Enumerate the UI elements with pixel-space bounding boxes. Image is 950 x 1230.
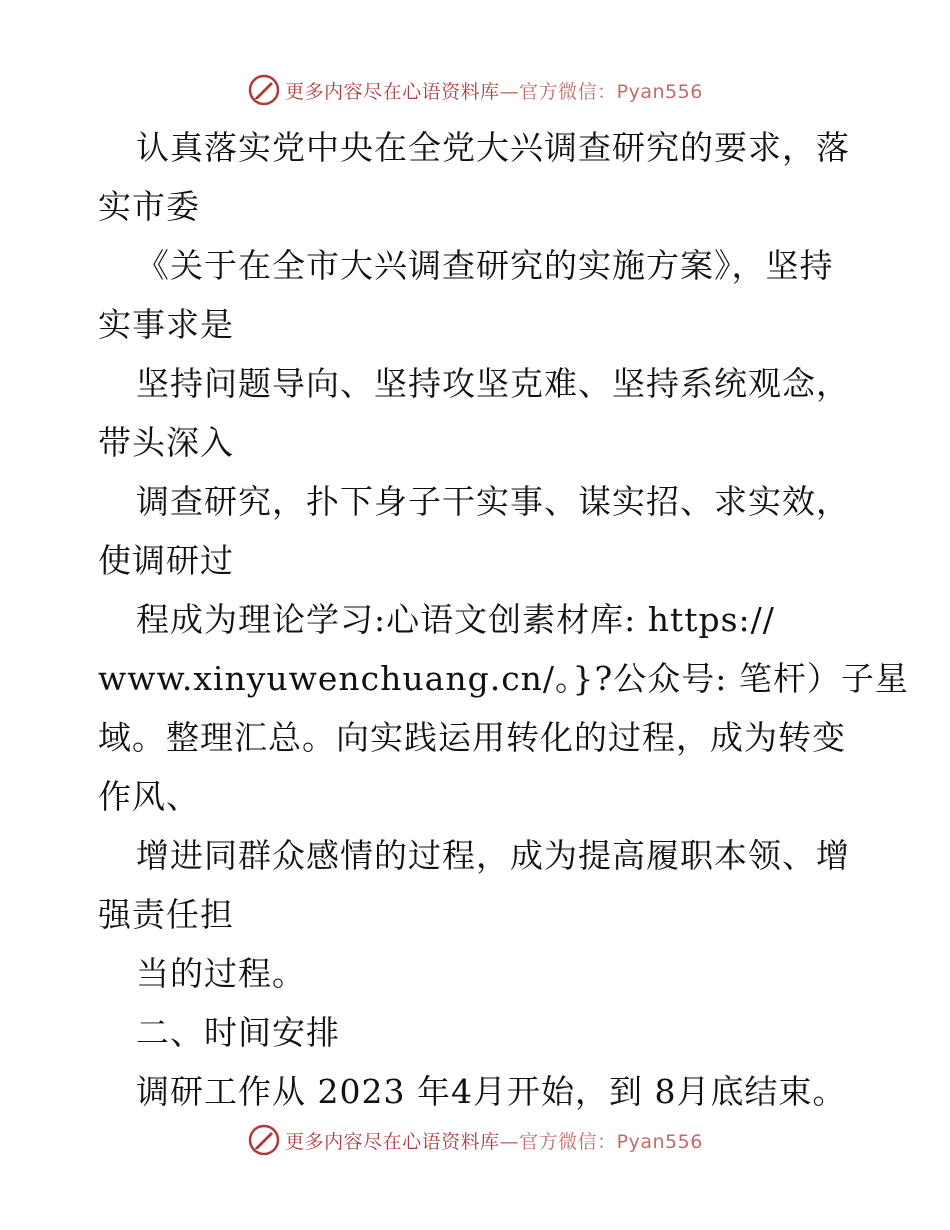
header-watermark-banner <box>0 70 950 110</box>
paragraph-line: 实事求是 <box>98 305 234 344</box>
paragraph-line: 程成为理论学习:心语文创素材库: https:// <box>136 600 775 639</box>
footer-watermark-banner <box>0 1120 950 1160</box>
paragraph-line: 认真落实党中央在全党大兴调查研究的要求，落 <box>136 128 850 167</box>
paragraph-line: 域。整理汇总。向实践运用转化的过程，成为转变 <box>98 718 846 757</box>
quill-seal-icon <box>247 73 281 107</box>
paragraph-line: 强责任担 <box>98 895 234 934</box>
paragraph-line: 增进同群众感情的过程，成为提高履职本领、增 <box>136 836 850 875</box>
paragraph-line: 调研工作从 2023 年4月开始，到 8月底结束。 <box>136 1072 847 1111</box>
paragraph-line: 坚持问题导向、坚持攻坚克难、坚持系统观念， <box>136 364 850 403</box>
paragraph-line: 当的过程。 <box>136 954 306 993</box>
paragraph-line: 使调研过 <box>98 541 234 580</box>
paragraph-line: 调查研究，扑下身子干实事、谋实招、求实效， <box>136 482 850 521</box>
paragraph-line: 《关于在全市大兴调查研究的实施方案》，坚持 <box>136 246 834 285</box>
section-heading: 二、时间安排 <box>136 1013 340 1052</box>
paragraph-line: 作风、 <box>98 777 200 816</box>
paragraph-line: 带头深入 <box>98 423 234 462</box>
quill-seal-icon <box>247 1123 281 1157</box>
paragraph-line: www.xinyuwenchuang.cn/。}?公众号: 笔杆）子星 <box>98 659 909 698</box>
banner-text: 更多内容尽在心语资料库—官方微信：Pyan556 <box>285 1130 703 1153</box>
paragraph-line: 实市委 <box>98 187 200 226</box>
document-body <box>98 118 909 1121</box>
banner-text: 更多内容尽在心语资料库—官方微信：Pyan556 <box>285 80 703 103</box>
